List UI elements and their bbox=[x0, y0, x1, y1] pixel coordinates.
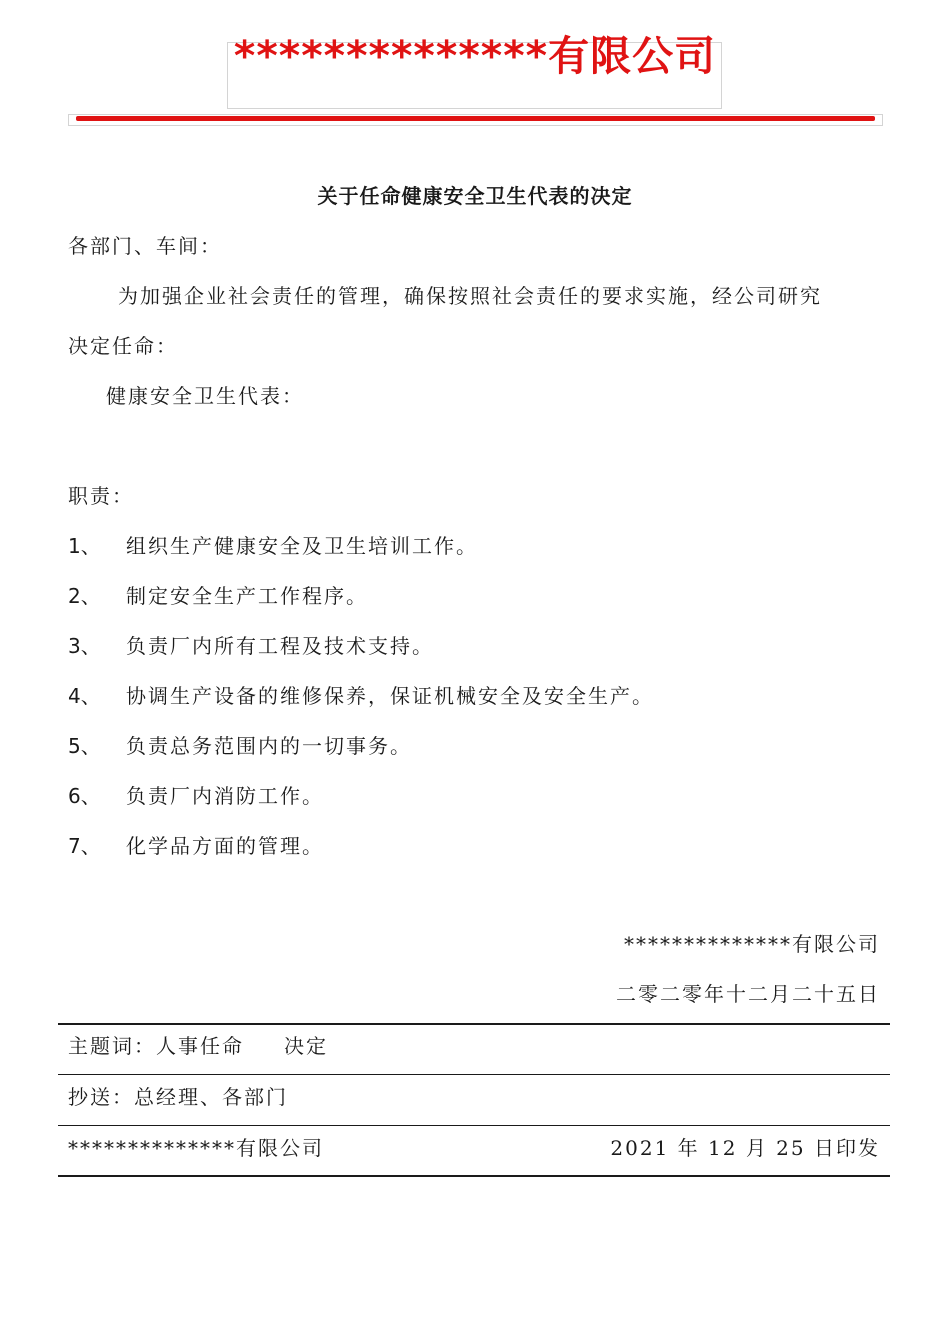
duty-item bbox=[68, 680, 654, 712]
footer-divider bbox=[58, 1074, 890, 1075]
duty-number: 6、 bbox=[68, 784, 101, 808]
subject-value: 人事任命 bbox=[156, 1034, 244, 1058]
duty-item bbox=[68, 730, 412, 762]
body-paragraph-line2: 决定任命： bbox=[68, 334, 178, 358]
salutation: 各部门、车间： bbox=[68, 234, 222, 258]
duty-text: 负责厂内所有工程及技术支持。 bbox=[126, 634, 434, 658]
duty-number: 2、 bbox=[68, 584, 101, 608]
letterhead-company: **************有限公司 bbox=[233, 32, 717, 80]
duty-text: 负责厂内消防工作。 bbox=[126, 784, 324, 808]
cc-line bbox=[68, 1081, 288, 1113]
duties-heading: 职责： bbox=[68, 484, 134, 508]
duty-item bbox=[68, 780, 324, 812]
subject-line bbox=[68, 1030, 328, 1062]
duty-text: 制定安全生产工作程序。 bbox=[126, 584, 368, 608]
duty-number: 1、 bbox=[68, 534, 101, 558]
signature-company: **************有限公司 bbox=[624, 932, 880, 956]
duty-item bbox=[68, 630, 434, 662]
duty-number: 4、 bbox=[68, 684, 101, 708]
body-paragraph-line1: 为加强企业社会责任的管理，确保按照社会责任的要求实施，经公司研究 bbox=[118, 284, 822, 308]
signature-date: 二零二零年十二月二十五日 bbox=[616, 982, 880, 1006]
duty-text: 协调生产设备的维修保养，保证机械安全及安全生产。 bbox=[126, 684, 654, 708]
subject-value: 决定 bbox=[284, 1034, 328, 1058]
duty-item bbox=[68, 830, 324, 862]
duty-item bbox=[68, 580, 368, 612]
duty-number: 5、 bbox=[68, 734, 101, 758]
footer-divider bbox=[58, 1125, 890, 1126]
subject-label: 主题词： bbox=[68, 1034, 156, 1058]
footer-top-rule bbox=[58, 1023, 890, 1025]
appointment-line: 健康安全卫生代表： bbox=[106, 384, 304, 408]
cc-value: 总经理、各部门 bbox=[134, 1085, 288, 1109]
duty-text: 化学品方面的管理。 bbox=[126, 834, 324, 858]
cc-label: 抄送： bbox=[68, 1085, 134, 1109]
issuer: **************有限公司 bbox=[68, 1136, 324, 1160]
document-title: 关于任命健康安全卫生代表的决定 bbox=[317, 184, 633, 208]
letterhead-red-rule bbox=[76, 116, 875, 121]
duty-text: 组织生产健康安全及卫生培训工作。 bbox=[126, 534, 478, 558]
footer-bottom-rule bbox=[58, 1175, 890, 1177]
duty-number: 7、 bbox=[68, 834, 101, 858]
duty-number: 3、 bbox=[68, 634, 101, 658]
duty-text: 负责总务范围内的一切事务。 bbox=[126, 734, 412, 758]
issue-date: 2021 年 12 月 25 日印发 bbox=[610, 1136, 880, 1160]
duty-item bbox=[68, 530, 478, 562]
